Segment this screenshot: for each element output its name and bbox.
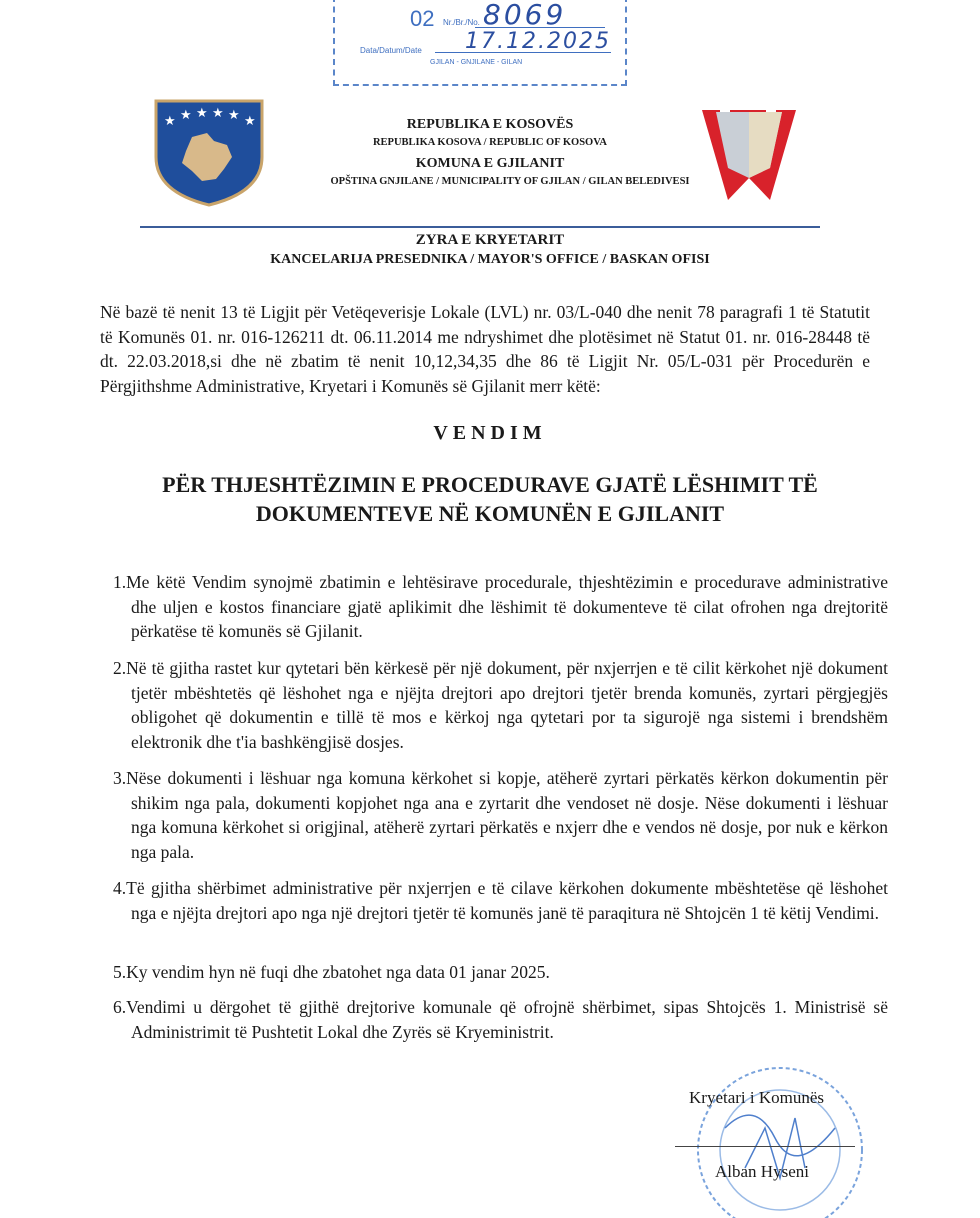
svg-text:★: ★ <box>180 108 192 123</box>
signatory-role: Kryetari i Komunës <box>689 1088 825 1107</box>
decision-subtitle: PËR THJESHTËZIMIN E PROCEDURAVE GJATË LËSHIMIT TË DOKUMENTEVE NË KOMUNËN E GJILANIT <box>162 472 818 526</box>
article-6: 6.Vendimi u dërgohet të gjithë drejtorive komunale që ofrojnë shërbimet, sipas Shtojcës 1. Ministrisë së Administrimit të Pushtetit Lokal dhe Zyrës së Kryeministrit. <box>113 997 888 1042</box>
office-title: ZYRA E KRYETARIT <box>415 232 565 248</box>
letterhead-line-3: KOMUNA E GJILANIT <box>415 156 565 171</box>
registry-date: 17.12.2025 <box>465 29 611 54</box>
decision-title: VENDIM <box>433 422 547 444</box>
date-label: Data/Datum/Date <box>360 46 422 55</box>
signature-line <box>675 1146 855 1147</box>
preamble: Në bazë të nenit 13 të Ligjit për Vetëqeverisje Lokale (LVL) nr. 03/L-040 dhe nenit 78 paragrafi 1 të Statutit të Komunës 01. nr. 016-126211 dt. 06.11.2014 me ndryshimet dhe plotësimet në Statut 01. nr. 016-28448 të dt. 22.03.2018,si dhe në zbatim të nenit 10,12,34,35 dhe 86 të Ligjit Nr. 05/L-031 për Procedurën e Përgjithshme Administrative, Kryetari i Komunës së Gjilanit merr këtë: <box>100 302 870 396</box>
article-1: 1.Me këtë Vendim synojmë zbatimin e lehtësirave procedurale, thjeshtëzimin e procedurave administrative dhe uljen e kostos financiare gjatë aplikimit dhe lëshimit të dokumenteve të cilat ofrohen nga drejtoritë përkatëse të komunës së Gjilanit. <box>113 572 888 642</box>
official-seal-icon <box>685 1058 875 1218</box>
svg-text:★: ★ <box>212 106 224 121</box>
svg-text:★: ★ <box>196 106 208 121</box>
article-4: 4.Të gjitha shërbimet administrative për nxjerrjen e të cilave kërkohen dokumente mbështetëse që lëshohet nga e njëjta drejtori apo nga një drejtori tjetër të komunës janë të paraqitura në Shtojcën 1 të këtij Vendimi. <box>113 878 888 923</box>
registry-stamp <box>333 0 627 86</box>
registry-number: 8069 <box>483 0 567 31</box>
gjilan-emblem-icon <box>700 108 798 210</box>
kosovo-coat-of-arms-icon <box>152 97 266 207</box>
letterhead-line-1: REPUBLIKA E KOSOVËS <box>406 117 574 132</box>
svg-text:★: ★ <box>244 114 256 129</box>
signature-block <box>665 1050 875 1213</box>
svg-text:★: ★ <box>164 114 176 129</box>
office-code: 02 <box>410 6 435 31</box>
letterhead-line-4: OPŠTINA GNJILANE / MUNICIPALITY OF GJILAN / GILAN BELEDIVESI <box>330 176 690 187</box>
divider <box>475 27 605 28</box>
article-5: 5.Ky vendim hyn në fuqi dhe zbatohet nga data 01 janar 2025. <box>113 962 550 982</box>
article-2: 2.Në të gjitha rastet kur qytetari bën kërkesë për një dokument, për nxjerrjen e të cilit kërkohet një dokument tjetër mbështetës që lëshohet nga e njëjta drejtori apo drejtori tjetër brenda komunës, zyrtari përgjegjës obligohet që dokumentin e tillë të mos e kërkoj nga qytetari por ta sigurojë nga sistemi i brendshëm elektronik dhe t'ia bashkëngjisë dosjes. <box>113 658 888 752</box>
letterhead-line-2: REPUBLIKA KOSOVA / REPUBLIC OF KOSOVA <box>372 137 608 148</box>
office-subtitle: KANCELARIJA PRESEDNIKA / MAYOR'S OFFICE / BASKAN OFISI <box>270 252 710 267</box>
number-label: Nr./Br./No. <box>443 18 480 27</box>
article-3: 3.Nëse dokumenti i lëshuar nga komuna kërkohet si kopje, atëherë zyrtari përkatës kërkon dokumentin për shikim nga pala, dokumenti kopjohet nga ana e zyrtarit dhe vendoset në dosje. Nëse dokumenti i lëshuar nga komuna kërkohet si origjinal, atëherë zyrtari përkatës e nxjerr dhe e vendos në dosje, por nuk e kërkon nga pala. <box>113 768 888 862</box>
svg-text:★: ★ <box>228 108 240 123</box>
signatory-name: Alban Hyseni <box>715 1162 809 1181</box>
divider <box>435 52 611 53</box>
stamp-place: GJILAN - GNJILANE - GILAN <box>430 59 523 66</box>
header-rule <box>140 226 820 228</box>
